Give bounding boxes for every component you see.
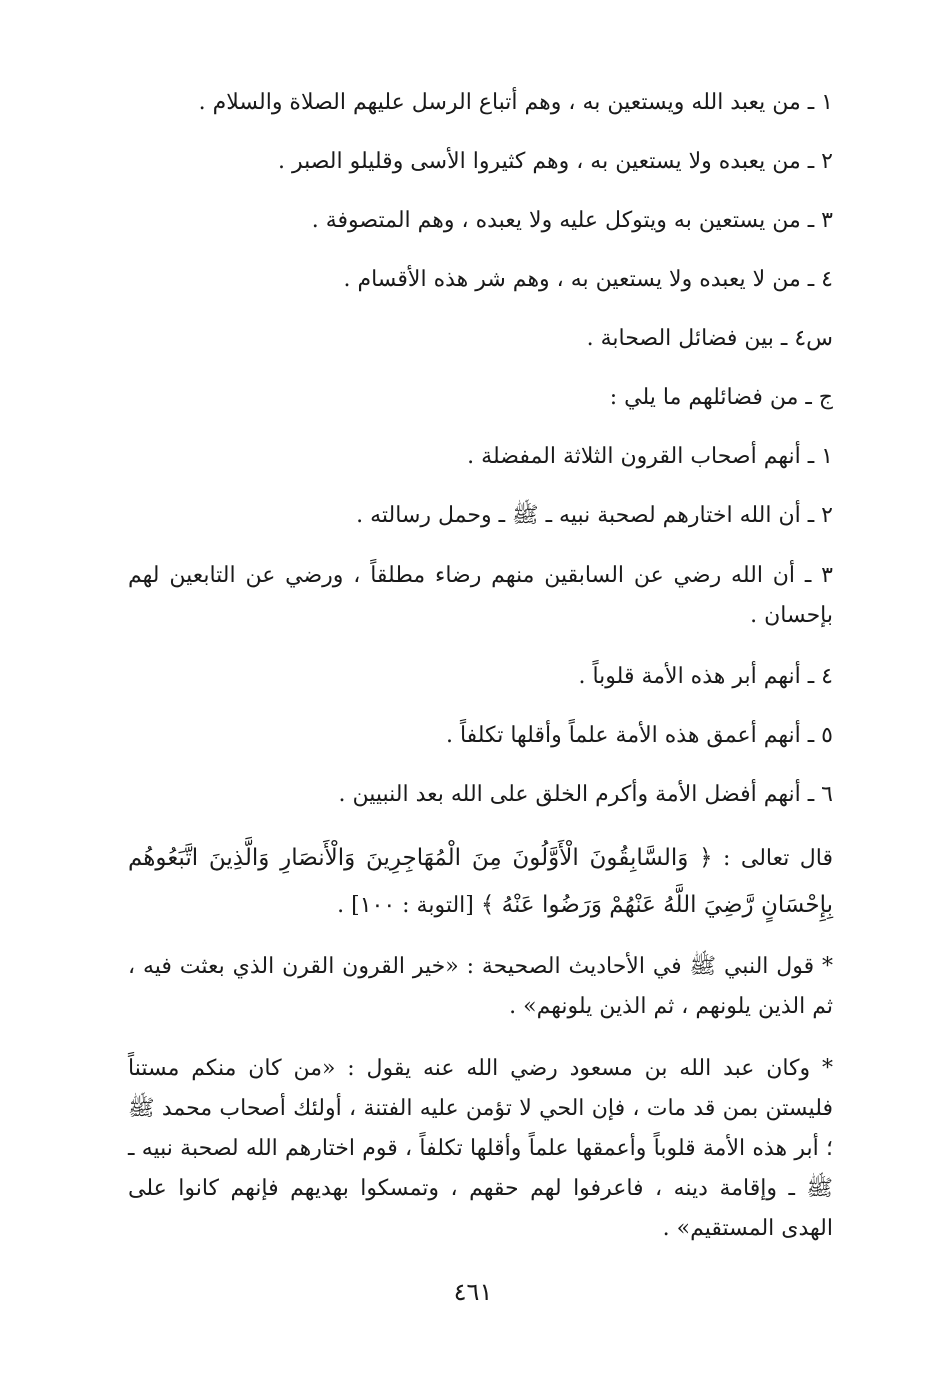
quran-citation bbox=[128, 835, 833, 929]
quran-prefix: قال تعالى : bbox=[712, 846, 833, 871]
quran-reference: [التوبة : ١٠٠] . bbox=[337, 893, 481, 918]
virtue-item-3: ٣ ـ أن الله رضي عن السابقين منهم رضاء مطلقاً ، ورضي عن التابعين لهم بإحسان . bbox=[128, 563, 833, 628]
question-heading: س٤ ـ بين فضائل الصحابة . bbox=[586, 326, 833, 351]
category-item-1: ١ ـ من يعبد الله ويستعين به ، وهم أتباع الرسل عليهم الصلاة والسلام . bbox=[198, 90, 833, 115]
page-body bbox=[128, 84, 833, 1271]
virtue-item-2: ٢ ـ أن الله اختارهم لصحبة نبيه ـ ﷺ ـ وحمل رسالته . bbox=[356, 503, 833, 528]
category-item-2: ٢ ـ من يعبده ولا يستعين به ، وهم كثيروا الأسى وقليلو الصبر . bbox=[277, 149, 833, 174]
category-item-3: ٣ ـ من يستعين به ويتوكل عليه ولا يعبده ، وهم المتصوفة . bbox=[311, 208, 833, 233]
quran-verse: ﴿ وَالسَّابِقُونَ الْأَوَّلُونَ مِنَ الْمُهَاجِرِينَ وَالْأَنصَارِ وَالَّذِينَ اتَّبَعُوهُم بِإِحْسَانٍ رَّضِيَ اللَّهُ عَنْهُمْ وَرَضُوا عَنْهُ ﴾ bbox=[128, 845, 833, 918]
virtue-item-4: ٤ ـ أنهم أبر هذه الأمة قلوباً . bbox=[578, 664, 833, 689]
virtue-item-1: ١ ـ أنهم أصحاب القرون الثلاثة المفضلة . bbox=[467, 444, 833, 469]
answer-intro: ج ـ من فضائلهم ما يلي : bbox=[609, 385, 833, 410]
ibn-masud-paragraph: * وكان عبد الله بن مسعود رضي الله عنه يقول : «من كان منكم مستناً فليستن بمن قد مات ، فإن الحي لا تؤمن عليه الفتنة ، أولئك أصحاب محمد ﷺ ؛ أبر هذه الأمة قلوباً وأعمقها علماً وأقلها تكلفاً ، قوم اختارهم الله لصحبة نبيه ـ ﷺ ـ وإقامة دينه ، فاعرفوا لهم حقهم ، وتمسكوا بهديهم فإنهم كانوا على الهدى المستقيم» . bbox=[128, 1056, 833, 1241]
category-item-4: ٤ ـ من لا يعبده ولا يستعين به ، وهم شر هذه الأقسام . bbox=[343, 267, 833, 292]
hadith-paragraph: * قول النبي ﷺ في الأحاديث الصحيحة : «خير القرون القرن الذي بعثت فيه ، ثم الذين يلونهم ، ثم الذين يلونهم» . bbox=[128, 954, 833, 1019]
virtue-item-5: ٥ ـ أنهم أعمق هذه الأمة علماً وأقلها تكلفاً . bbox=[445, 723, 833, 748]
page-number: ٤٦١ bbox=[453, 1278, 493, 1306]
virtue-item-6: ٦ ـ أنهم أفضل الأمة وأكرم الخلق على الله بعد النبيين . bbox=[338, 782, 833, 807]
